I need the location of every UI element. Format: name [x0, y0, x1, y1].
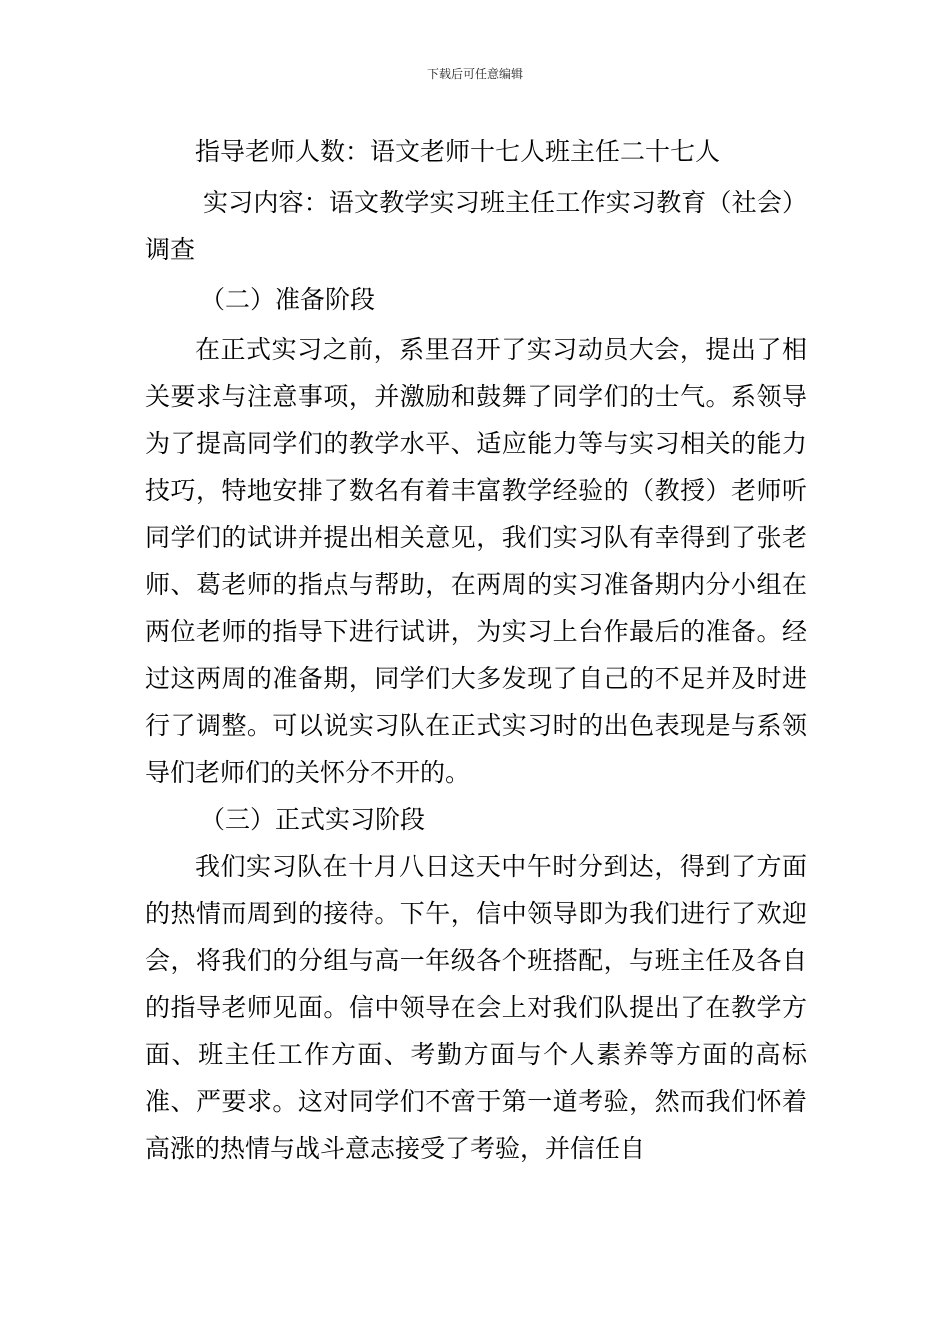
paragraph-advisors: 指导老师人数：语文老师十七人班主任二十七人	[195, 137, 721, 166]
page-header: 下载后可任意编辑	[426, 67, 523, 81]
paragraph-internship-content: 实习内容：语文教学实习班主任工作实习教育（社会）调查	[145, 188, 807, 264]
document-body	[145, 128, 807, 1172]
section-heading-formal-internship: （三）正式实习阶段	[200, 805, 426, 834]
paragraph-preparation: 在正式实习之前，系里召开了实习动员大会，提出了相关要求与注意事项，并激励和鼓舞了同学们的士气。系领导为了提高同学们的教学水平、适应能力等与实习相关的能力技巧，特地安排了数名有着丰富教学经验的（教授）老师听同学们的试讲并提出相关意见，我们实习队有幸得到了张老师、葛老师的指点与帮助，在两周的实习准备期内分小组在两位老师的指导下进行试讲，为实习上台作最后的准备。经过这两周的准备期，同学们大多发现了自己的不足并及时进行了调整。可以说实习队在正式实习时的出色表现是与系领导们老师们的关怀分不开的。	[145, 335, 807, 787]
paragraph-formal-internship: 我们实习队在十月八日这天中午时分到达，得到了方面的热情而周到的接待。下午，信中领导即为我们进行了欢迎会，将我们的分组与高一年级各个班搭配，与班主任及各自的指导老师见面。信中领导在会上对我们队提出了在教学方面、班主任工作方面、考勤方面与个人素养等方面的高标准、严要求。这对同学们不啻于第一道考验，然而我们怀着高涨的热情与战斗意志接受了考验，并信任自	[145, 852, 807, 1163]
section-heading-preparation: （二）准备阶段	[200, 285, 376, 314]
